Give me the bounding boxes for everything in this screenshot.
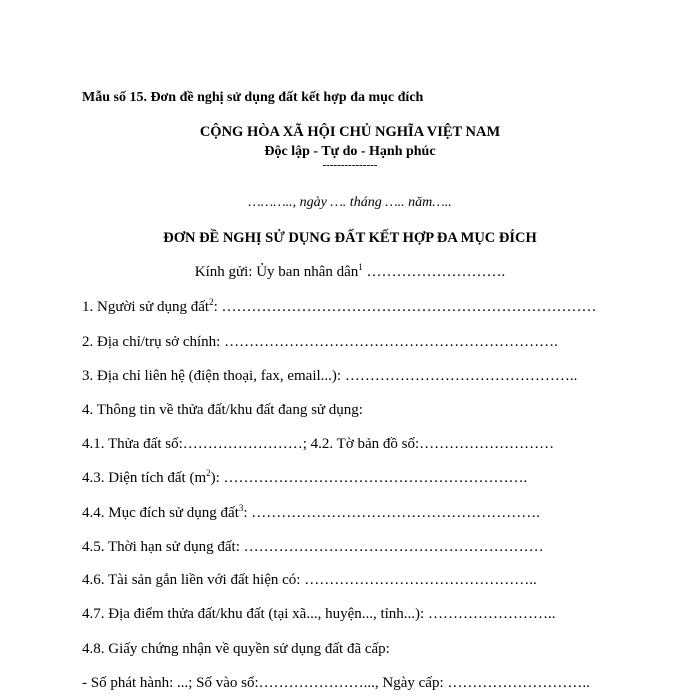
field-line (82, 674, 590, 692)
recipient-blank: ………………………. (362, 264, 506, 280)
field-label: 3. Địa chỉ liên hệ (điện thoại, fax, email...): ……………………………………….. (82, 368, 578, 384)
field-label: 4.6. Tài sản gắn liền với đất hiện có: ……………………………………….. (82, 572, 537, 588)
field-label: 4.5. Thời hạn sử dụng đất: …………………………………………………… (82, 539, 544, 555)
field-label: 4.1. Thửa đất số:……………………; 4.2. Tờ bản đồ số:……………………… (82, 436, 555, 452)
field-line (82, 571, 537, 589)
field-line (82, 504, 540, 522)
field-blank: : …………………………………………………. (243, 505, 541, 521)
field-line (82, 538, 544, 556)
field-label: 4.8. Giấy chứng nhận về quyền sử dụng đất đã cấp: (82, 641, 390, 657)
field-label: 4. Thông tin về thửa đất/khu đất đang sử dụng: (82, 402, 363, 418)
footnote-marker: 2 (209, 297, 214, 307)
template-caption: Mẫu số 15. Đơn đề nghị sử dụng đất kết hợp đa mục đích (82, 90, 424, 105)
field-line (82, 605, 555, 623)
recipient-line (0, 263, 700, 281)
field-label: 1. Người sử dụng đất (82, 299, 210, 315)
field-line (82, 333, 558, 351)
header-divider: --------------- (322, 159, 378, 171)
document-title: ĐƠN ĐỀ NGHỊ SỬ DỤNG ĐẤT KẾT HỢP ĐA MỤC ĐÍCH (163, 230, 537, 246)
field-line (82, 401, 363, 419)
field-line (82, 367, 577, 385)
field-label: 4.7. Địa điểm thửa đất/khu đất (tại xã..., huyện..., tỉnh...): …………………….. (82, 606, 556, 622)
field-label: - Số phát hành: ...; Số vào số:…………………..., Ngày cấp: ……………………….. (82, 675, 590, 691)
field-line (82, 640, 390, 658)
footnote-marker: 1 (358, 262, 363, 272)
field-label: 4.4. Mục đích sử dụng đất (82, 505, 239, 521)
date-line: ……….., ngày …. tháng ….. năm….. (248, 195, 452, 210)
footnote-marker: 2 (206, 468, 211, 478)
recipient-label: Kính gửi: Ủy ban nhân dân (194, 264, 359, 280)
field-line (82, 469, 527, 487)
field-label: 4.3. Diện tích đất (m (82, 470, 207, 486)
field-blank: ): ……………………………………………………. (210, 470, 528, 486)
country-name: CỘNG HÒA XÃ HỘI CHỦ NGHĨA VIỆT NAM (199, 124, 501, 140)
field-blank: : ………………………………………………………………… (213, 299, 597, 315)
footnote-marker: 3 (238, 503, 244, 513)
field-line (82, 298, 597, 316)
field-line (82, 435, 554, 453)
national-motto: Độc lập - Tự do - Hạnh phúc (264, 144, 436, 159)
field-label: 2. Địa chỉ/trụ sở chính: …………………………………………………………. (82, 334, 558, 350)
